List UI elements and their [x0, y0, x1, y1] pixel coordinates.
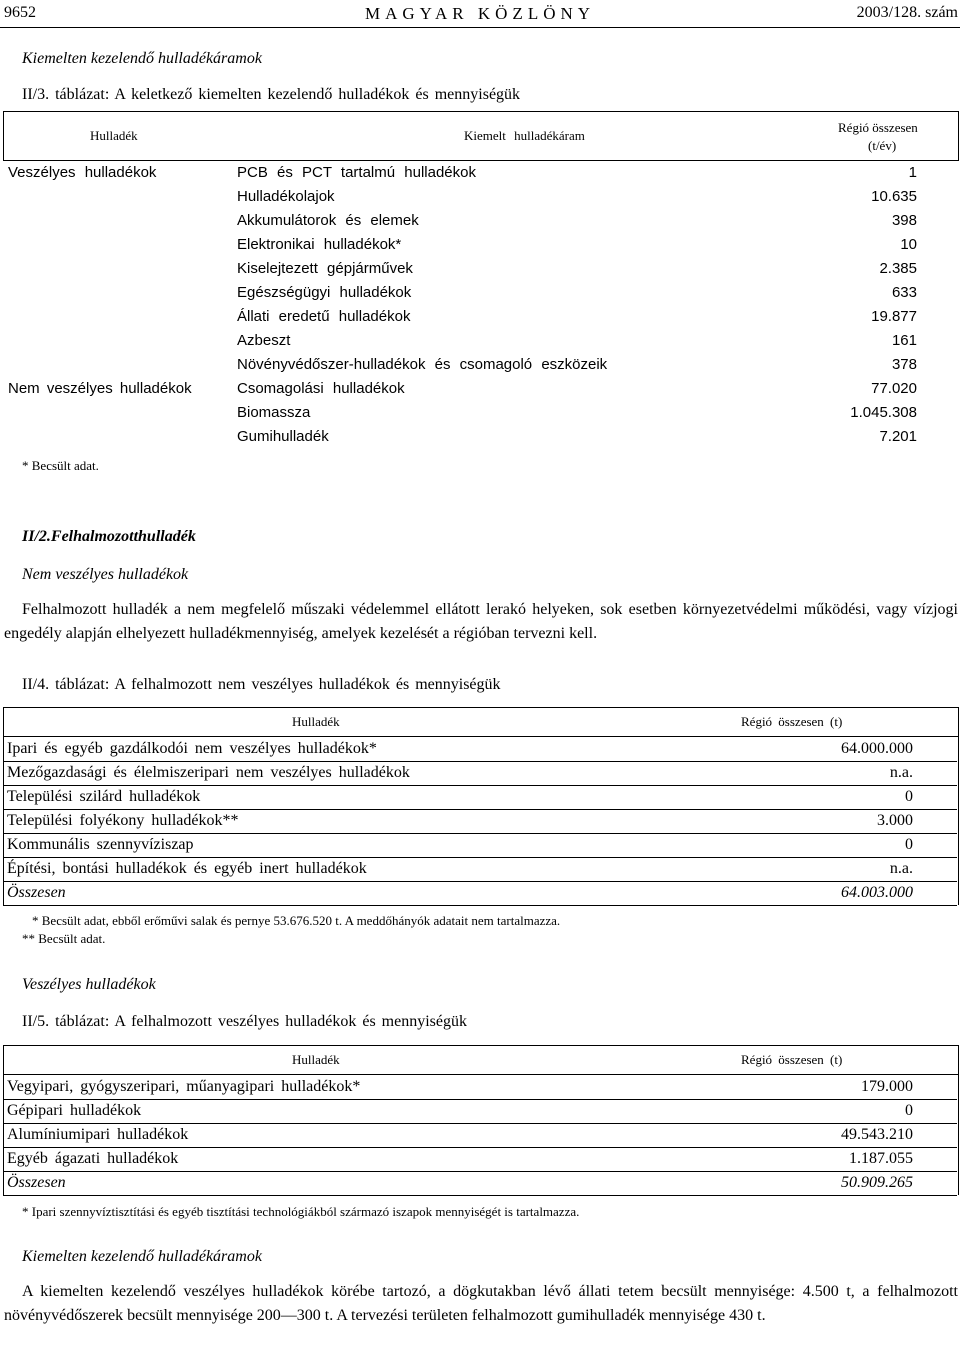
row-value: 378	[891, 356, 917, 373]
row-value: 1	[908, 164, 917, 181]
row-value: 10	[900, 236, 917, 253]
row-name: Kommunális szennyvíziszap	[7, 836, 194, 853]
row-value: 77.020	[871, 380, 917, 397]
row-name: Mezőgazdasági és élelmiszeripari nem veszélyes hulladékok	[7, 764, 410, 781]
subsection-heading: Veszélyes hulladékok	[22, 976, 156, 993]
row-value: 398	[891, 212, 917, 229]
row-name: Gépipari hulladékok	[7, 1102, 142, 1119]
total-value: 50.909.265	[841, 1174, 913, 1191]
row-name: Elektronikai hulladékok*	[237, 236, 402, 253]
column-header-waste: Hulladék	[292, 714, 340, 729]
table-row	[237, 425, 917, 449]
table-header	[3, 1045, 959, 1075]
table-row	[237, 401, 917, 425]
table-row	[3, 1075, 957, 1100]
footnote: ** Becsült adat.	[22, 931, 106, 946]
row-name: Hulladékolajok	[237, 188, 335, 205]
group-label-non-hazardous: Nem veszélyes hulladékok	[8, 380, 192, 397]
row-name: Építési, bontási hulladékok és egyéb inert hulladékok	[7, 860, 367, 877]
row-value: 1.187.055	[849, 1150, 913, 1167]
table-total-row	[3, 881, 957, 906]
table-row	[3, 761, 957, 786]
journal-title: MAGYAR KÖZLÖNY	[364, 4, 596, 23]
subsection-heading: Kiemelten kezelendő hulladékáramok	[22, 1248, 262, 1265]
section-heading: Kiemelten kezelendő hulladékáramok	[22, 50, 262, 67]
row-name: Ipari és egyéb gazdálkodói nem veszélyes hulladékok*	[7, 740, 377, 757]
table-row	[237, 353, 917, 377]
table-row	[3, 785, 957, 810]
section-heading: II/2.Felhalmozotthulladék	[22, 528, 196, 545]
row-value: 633	[891, 284, 917, 301]
row-value: 0	[905, 1102, 913, 1119]
row-value: 161	[891, 332, 917, 349]
paragraph: Felhalmozott hulladék a nem megfelelő műszaki védelemmel ellátott lerakó helyeken, sok esetben környezetvédelmi működési, vagy vízjogi engedély alapján elhelyezett hulladékmennyiség, amelyek kezelését a régióban tervezni kell.	[4, 601, 958, 642]
table-header	[3, 707, 959, 737]
row-value: 1.045.308	[850, 404, 917, 421]
row-value: 19.877	[871, 308, 917, 325]
group-label-hazardous: Veszélyes hulladékok	[8, 164, 157, 181]
row-value: n.a.	[889, 764, 913, 781]
page-number: 9652	[4, 4, 36, 21]
row-name: Kiselejtezett gépjárművek	[237, 260, 413, 277]
table-row	[237, 161, 917, 185]
total-value: 64.003.000	[841, 884, 913, 901]
row-name: Növényvédőszer-hulladékok és csomagoló eszközeik	[237, 356, 608, 373]
row-value: 179.000	[861, 1078, 913, 1095]
table-row	[237, 281, 917, 305]
issue-number: 2003/128. szám	[856, 4, 958, 21]
page-header	[0, 0, 960, 28]
row-value: 3.000	[877, 812, 913, 829]
row-name: Biomassza	[237, 404, 311, 421]
table-caption: II/5. táblázat: A felhalmozott veszélyes hulladékok és mennyiségük	[22, 1013, 467, 1030]
table-row	[237, 329, 917, 353]
column-header-stream: Kiemelt hulladékáram	[464, 128, 585, 143]
table-row	[237, 377, 917, 401]
table-row	[237, 185, 917, 209]
row-name: Csomagolási hulladékok	[237, 380, 405, 397]
total-label: Összesen	[7, 1174, 66, 1191]
table-caption: II/4. táblázat: A felhalmozott nem veszélyes hulladékok és mennyiségük	[22, 676, 501, 693]
row-value: 0	[905, 788, 913, 805]
table-row	[3, 1099, 957, 1124]
table-row	[3, 1147, 957, 1172]
row-name: Települési szilárd hulladékok	[7, 788, 201, 805]
table-row	[3, 833, 957, 858]
footnote: * Ipari szennyvíztisztítási és egyéb tisztítási technológiákból származó iszapok mennyiségét is tartalmazza.	[22, 1204, 580, 1219]
subsection-heading: Nem veszélyes hulladékok	[22, 566, 189, 583]
table-row	[3, 809, 957, 834]
table-row	[3, 737, 957, 762]
row-name: Gumihulladék	[237, 428, 329, 445]
row-value: 64.000.000	[841, 740, 913, 757]
row-value: 0	[905, 836, 913, 853]
column-header-unit: (t/év)	[868, 138, 897, 153]
row-value: 7.201	[879, 428, 917, 445]
column-header-total: Régió összesen	[838, 120, 918, 135]
column-header-total: Régió összesen (t)	[741, 1052, 843, 1067]
row-value: 49.543.210	[841, 1126, 913, 1143]
table-row	[237, 209, 917, 233]
table-caption: II/3. táblázat: A keletkező kiemelten kezelendő hulladékok és mennyiségük	[22, 86, 521, 103]
column-header-waste: Hulladék	[90, 128, 138, 143]
row-name: Állati eredetű hulladékok	[237, 308, 411, 325]
row-value: 2.385	[879, 260, 917, 277]
table-header	[3, 111, 959, 161]
column-header-waste: Hulladék	[292, 1052, 340, 1067]
row-name: PCB és PCT tartalmú hulladékok	[237, 164, 476, 181]
row-value: n.a.	[889, 860, 913, 877]
header-rule	[0, 27, 960, 28]
row-name: Vegyipari, gyógyszeripari, műanyagipari hulladékok*	[7, 1078, 361, 1095]
column-header-total: Régió összesen (t)	[741, 714, 843, 729]
table-row	[237, 233, 917, 257]
row-name: Alumíniumipari hulladékok	[7, 1126, 189, 1143]
paragraph: A kiemelten kezelendő veszélyes hulladékok körébe tartozó, a dögkutakban lévő állati tetem becsült mennyisége: 4.500 t, a felhalmozott növényvédőszerek becsült mennyisége 200—300 t. A tervezési területen felhalmozott gumihulladék mennyisége 430 t.	[4, 1283, 958, 1324]
row-name: Akkumulátorok és elemek	[237, 212, 419, 229]
table-total-row	[3, 1171, 957, 1196]
row-name: Települési folyékony hulladékok**	[7, 812, 239, 829]
table-row	[237, 305, 917, 329]
table-row	[3, 1123, 957, 1148]
row-name: Egyéb ágazati hulladékok	[7, 1150, 179, 1167]
footnote: * Becsült adat.	[22, 458, 99, 473]
row-value: 10.635	[871, 188, 917, 205]
table-row	[3, 857, 957, 882]
total-label: Összesen	[7, 884, 66, 901]
footnote: * Becsült adat, ebből erőművi salak és pernye 53.676.520 t. A meddőhányók adatait nem tartalmazza.	[32, 913, 561, 928]
table-row	[237, 257, 917, 281]
row-name: Azbeszt	[237, 332, 291, 349]
row-name: Egészségügyi hulladékok	[237, 284, 412, 301]
